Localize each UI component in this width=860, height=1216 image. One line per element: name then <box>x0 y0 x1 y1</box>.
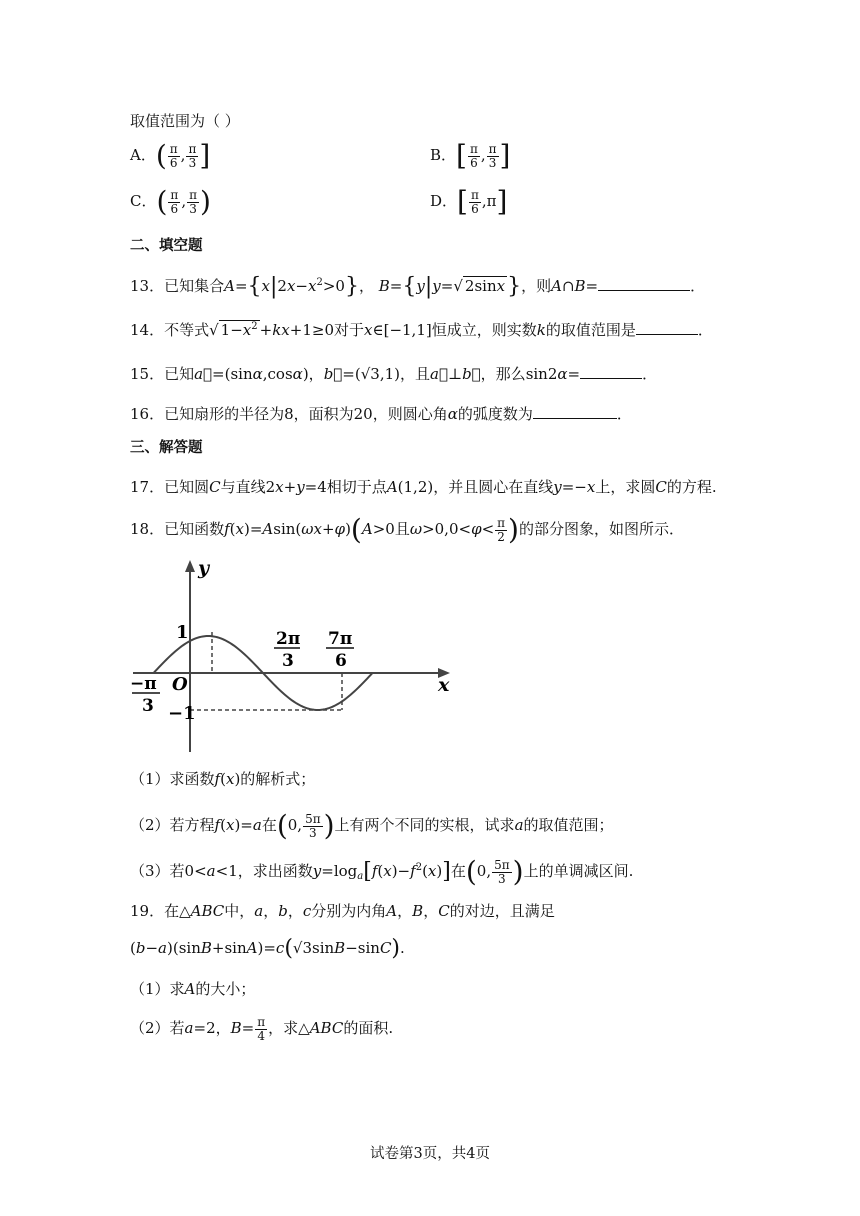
option-a-label: A． <box>130 146 156 164</box>
question-13: 13．已知集合$A=\{x|2x-x^2>0\}$， B={y|y=√ 2sinx}，则A∩B= ． <box>130 274 706 299</box>
x-tick-negpi3-num: −π <box>130 674 157 694</box>
question-18-part-3: （3）若0<a<1，求出函数$y=\log_a[f(x)-f^2(x)]$在(0, $\frac{5\pi}{3}$ )上的单调减区间. <box>130 855 634 888</box>
question-18: 18．已知函数f(x)=Asin(ωx+φ)(A>0且ω>0,0<φ< $\frac{\pi}{2}$ )的部分图象，如图所示． <box>130 513 684 546</box>
question-18-part-2: （2）若方程f(x)=a在(0, $\frac{5\pi}{3}$ )上有两个不同的实根，试求a的取值范围； <box>130 809 614 842</box>
answer-blank-14[interactable] <box>636 320 698 335</box>
question-19: 19．在△ABC中，a，b，c分别为内角A，B，C的对边，且满足 <box>130 902 555 920</box>
answer-blank-15[interactable] <box>580 364 642 379</box>
x-axis-label: x <box>438 674 450 696</box>
x-tick-2pi3-den: 3 <box>282 651 294 671</box>
x-tick-7pi6-num: 7π <box>328 629 353 649</box>
q12-option-d: D．[ $\frac{\pi}{6}$ ,π] <box>430 185 508 218</box>
question-19-part-1: （1）求A的大小； <box>130 980 256 998</box>
y-tick-neg-1: −1 <box>168 703 196 724</box>
section-solutions: 三、解答题 <box>130 440 203 456</box>
section-fill-in: 二、填空题 <box>130 238 203 254</box>
question-15: 15．已知a⃗=(sinα,cosα)，b⃗=(√3,1)，且a⃗⊥b⃗，那么sin2α= ． <box>130 365 658 383</box>
y-tick-1: 1 <box>176 622 189 643</box>
option-d-label: D． <box>430 192 458 210</box>
page-footer: 试卷第3页，共4页 <box>370 1146 490 1162</box>
question-19-condition: (b−a)(sinB+sinA)=c(√3sinB−sinC). <box>130 936 405 961</box>
answer-blank-16[interactable] <box>533 404 617 419</box>
x-tick-7pi6-den: 6 <box>335 651 347 671</box>
q12-option-b: B．[ $\frac{\pi}{6}$ , $\frac{\pi}{3}$ ] <box>430 139 511 172</box>
question-17: 17．已知圆C与直线2x+y=4相切于点A(1,2)，并且圆心在直线y=−x上，求圆C的方程. <box>130 478 717 496</box>
y-axis-arrow <box>185 560 195 572</box>
answer-blank-13[interactable] <box>598 276 690 291</box>
question-18-part-1: （1）求函数f(x)的解析式； <box>130 770 316 788</box>
function-graph <box>128 556 460 756</box>
x-tick-2pi3-num: 2π <box>276 629 301 649</box>
q12-tail: 取值范围为（ ） <box>130 112 240 130</box>
q12-option-c: C．( $\frac{\pi}{6}$ , $\frac{\pi}{3}$ ) <box>130 185 211 218</box>
x-tick-negpi3-den: 3 <box>142 696 154 716</box>
q12-option-a: A．( $\frac{\pi}{6}$ , $\frac{\pi}{3}$ ] <box>130 139 211 172</box>
question-16: 16．已知扇形的半径为8，面积为20，则圆心角α的弧度数为 ． <box>130 405 632 423</box>
option-b-label: B． <box>430 146 457 164</box>
question-14: 14．不等式√ $1-x^2 +kx+1\ge 0$对于x∈[−1,1]恒成立，则实数k的取值范围是 ． <box>130 321 713 339</box>
question-19-part-2: （2）若a=2，B= $\frac{\pi}{4}$ ，求△ABC的面积. <box>130 1015 394 1043</box>
y-axis-label: y <box>198 557 210 579</box>
origin-label: O <box>172 674 188 695</box>
option-c-label: C． <box>130 192 157 210</box>
